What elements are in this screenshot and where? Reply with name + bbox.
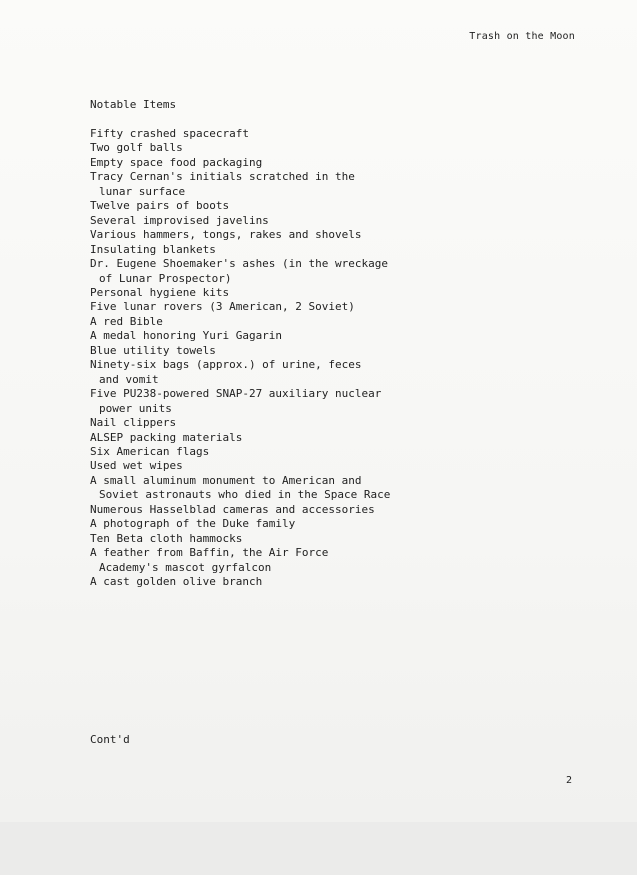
page-bottom-edge [0,822,637,875]
list-item-text: Numerous Hasselblad cameras and accessories [90,502,375,516]
list-item-text: Several improvised javelins [90,213,269,227]
list-item [90,358,390,387]
list-item-continuation: Academy's mascot gyrfalcon [99,560,272,574]
list-item [90,300,390,314]
running-header: Trash on the Moon [469,31,575,42]
list-item [90,141,390,155]
list-item-text: Fifty crashed spacecraft [90,127,249,140]
list-item [90,459,390,473]
list-item-text: A medal honoring Yuri Gagarin [90,329,283,343]
list-item-text: Insulating blankets [90,242,216,256]
list-item-continuation: lunar surface [99,184,186,198]
list-item-continuation: Soviet astronauts who died in the Space Race [99,488,391,502]
list-item-text: Used wet wipes [90,459,183,473]
list-item-continuation: and vomit [99,372,159,386]
list-item-text: Various hammers, tongs, rakes and shovels [90,228,362,242]
list-item-text: Five PU238-powered SNAP-27 auxiliary nuclear [90,387,382,401]
list-item-text: Dr. Eugene Shoemaker's ashes (in the wreckage [90,257,389,271]
list-item-text: Five lunar rovers (3 American, 2 Soviet) [90,300,355,314]
list-item-text: A photograph of the Duke family [90,517,296,531]
list-item-text: Tracy Cernan's initials scratched in the [90,170,355,184]
list-item [90,387,390,416]
list-item [90,228,390,242]
list-item-text: Two golf balls [90,141,183,155]
list-item-continuation: power units [99,401,172,415]
list-item [90,503,390,517]
list-item [90,170,390,199]
list-item-text: Ten Beta cloth hammocks [90,531,243,545]
list-item [90,329,390,343]
list-item-continuation: of Lunar Prospector) [99,271,232,285]
list-item [90,517,390,531]
list-item-text: A feather from Baffin, the Air Force [90,546,329,560]
list-item-text: A cast golden olive branch [90,575,263,589]
list-item-text: A small aluminum monument to American and [90,473,362,487]
list-item-text: A red Bible [90,314,163,328]
list-item [90,243,390,257]
list-item [90,344,390,358]
list-item-text: Ninety-six bags (approx.) of urine, feces [90,358,362,372]
list-item [90,257,390,286]
list-item [90,474,390,503]
list-item [90,127,390,141]
continued-label: Cont'd [90,733,130,746]
list-item [90,214,390,228]
list-item-text: ALSEP packing materials [90,430,243,444]
list-item-text: Personal hygiene kits [90,285,230,299]
list-item [90,546,390,575]
list-item [90,532,390,546]
list-item-text: Six American flags [90,444,210,458]
list-item [90,575,390,589]
list-item-text: Twelve pairs of boots [90,199,230,213]
list-item [90,315,390,329]
list-item [90,431,390,445]
list-item-text: Blue utility towels [90,343,216,357]
list-item [90,156,390,170]
list-item [90,286,390,300]
list-item [90,199,390,213]
list-item [90,445,390,459]
section-heading: Notable Items [90,98,177,111]
list-item [90,416,390,430]
notable-items-list [90,127,390,590]
page-number: 2 [566,775,573,786]
list-item-text: Nail clippers [90,416,177,430]
list-item-text: Empty space food packaging [90,155,263,169]
